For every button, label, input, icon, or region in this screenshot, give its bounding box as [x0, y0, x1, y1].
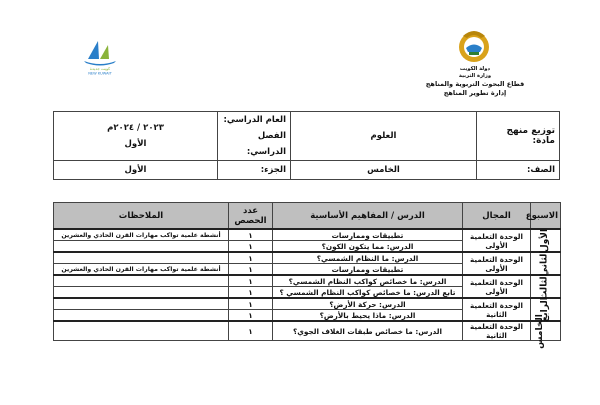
header-count: عدد الحصص	[229, 203, 273, 230]
sails-icon	[78, 37, 122, 75]
count-cell: ١	[229, 298, 273, 310]
table-row	[54, 252, 561, 264]
notes-cell: أنشطة علمية تواكب مهارات القرن الحادي والعشرين	[54, 264, 229, 276]
count-cell: ١	[229, 229, 273, 241]
field-cell: الوحدة التعلمية الثانية	[463, 298, 531, 321]
lesson-cell: الدرس: ما النظام الشمسي؟	[273, 252, 463, 264]
subject-value: العلوم	[291, 112, 477, 161]
table-row	[54, 298, 561, 310]
term-value: الأول	[124, 139, 147, 149]
header-field: المجال	[463, 203, 531, 230]
lesson-cell: الدرس: ما خصائص كواكب النظام الشمسي؟	[273, 275, 463, 287]
notes-cell	[54, 275, 229, 287]
organization-block	[420, 66, 530, 97]
notes-cell	[54, 321, 229, 341]
header-lesson: الدرس / المفاهيم الأساسية	[273, 203, 463, 230]
week-cell: الثاني	[531, 252, 561, 275]
notes-cell	[54, 310, 229, 322]
kuwait-crest-emblem	[455, 28, 493, 64]
notes-cell	[54, 252, 229, 264]
lesson-cell: تطبيقات وممارسات	[273, 264, 463, 276]
new-kuwait-logo	[78, 37, 122, 75]
count-cell: ١	[229, 321, 273, 341]
notes-cell: أنشطة علمية تواكب مهارات القرن الحادي والعشرين	[54, 229, 229, 241]
term-label: الفصل الدراسي:	[246, 131, 286, 157]
year-term-labels	[218, 112, 291, 161]
notes-cell	[54, 287, 229, 299]
week-cell: الثالث	[531, 275, 561, 298]
year-term-values	[54, 112, 218, 161]
lesson-cell: الدرس: ما خصائص طبقات الغلاف الجوي؟	[273, 321, 463, 341]
lesson-cell: تابع الدرس: ما خصائص كواكب النظام الشمسي ؟	[273, 287, 463, 299]
part-label: الجزء:	[218, 161, 291, 180]
lesson-cell: تطبيقات وممارسات	[273, 229, 463, 241]
org-line-4: إدارة تطوير المناهج	[443, 88, 507, 97]
table-row	[54, 321, 561, 341]
header-notes: الملاحظات	[54, 203, 229, 230]
svg-text:كويت جديدة: كويت جديدة	[89, 66, 111, 71]
field-cell: الوحدة التعلمية الثانية	[463, 321, 531, 341]
count-cell: ١	[229, 275, 273, 287]
schedule-table	[53, 202, 561, 349]
count-cell: ١	[229, 264, 273, 276]
week-cell: الرابع	[531, 298, 561, 321]
org-line-1: دولة الكويت	[459, 66, 491, 72]
count-cell: ١	[229, 241, 273, 253]
field-cell: الوحدة التعلمية الأولى	[463, 252, 531, 275]
lesson-cell: الدرس: مما يتكون الكون؟	[273, 241, 463, 253]
field-cell: الوحدة التعلمية الأولى	[463, 229, 531, 252]
notes-cell	[54, 241, 229, 253]
svg-text:NEW KUWAIT: NEW KUWAIT	[88, 71, 112, 75]
year-label: العام الدراسي:	[223, 115, 286, 125]
count-cell: ١	[229, 310, 273, 322]
count-cell: ١	[229, 252, 273, 264]
lesson-cell: الدرس: ماذا يحيط بالأرض؟	[273, 310, 463, 322]
table-row	[54, 275, 561, 287]
table-row	[54, 229, 561, 241]
title-label: توزيع منهج مادة:	[477, 112, 560, 161]
grade-value: الخامس	[291, 161, 477, 180]
header-week: الاسبوع	[531, 203, 561, 230]
notes-cell	[54, 298, 229, 310]
week-cell: الأول	[531, 229, 561, 252]
org-line-2: وزارة التربية	[458, 73, 492, 79]
org-line-3: قطاع البحوث التربوية والمناهج	[425, 80, 525, 88]
lesson-cell: الدرس: حركة الأرض؟	[273, 298, 463, 310]
part-value: الأول	[54, 161, 218, 180]
year-value: ٢٠٢٣ / ٢٠٢٤م	[107, 123, 164, 133]
week-cell: الخامس	[531, 321, 561, 341]
falcon-crest-icon	[455, 28, 493, 64]
grade-label: الصف:	[477, 161, 560, 180]
count-cell: ١	[229, 287, 273, 299]
curriculum-info-table	[53, 111, 560, 180]
field-cell: الوحدة التعلمية الأولى	[463, 275, 531, 298]
